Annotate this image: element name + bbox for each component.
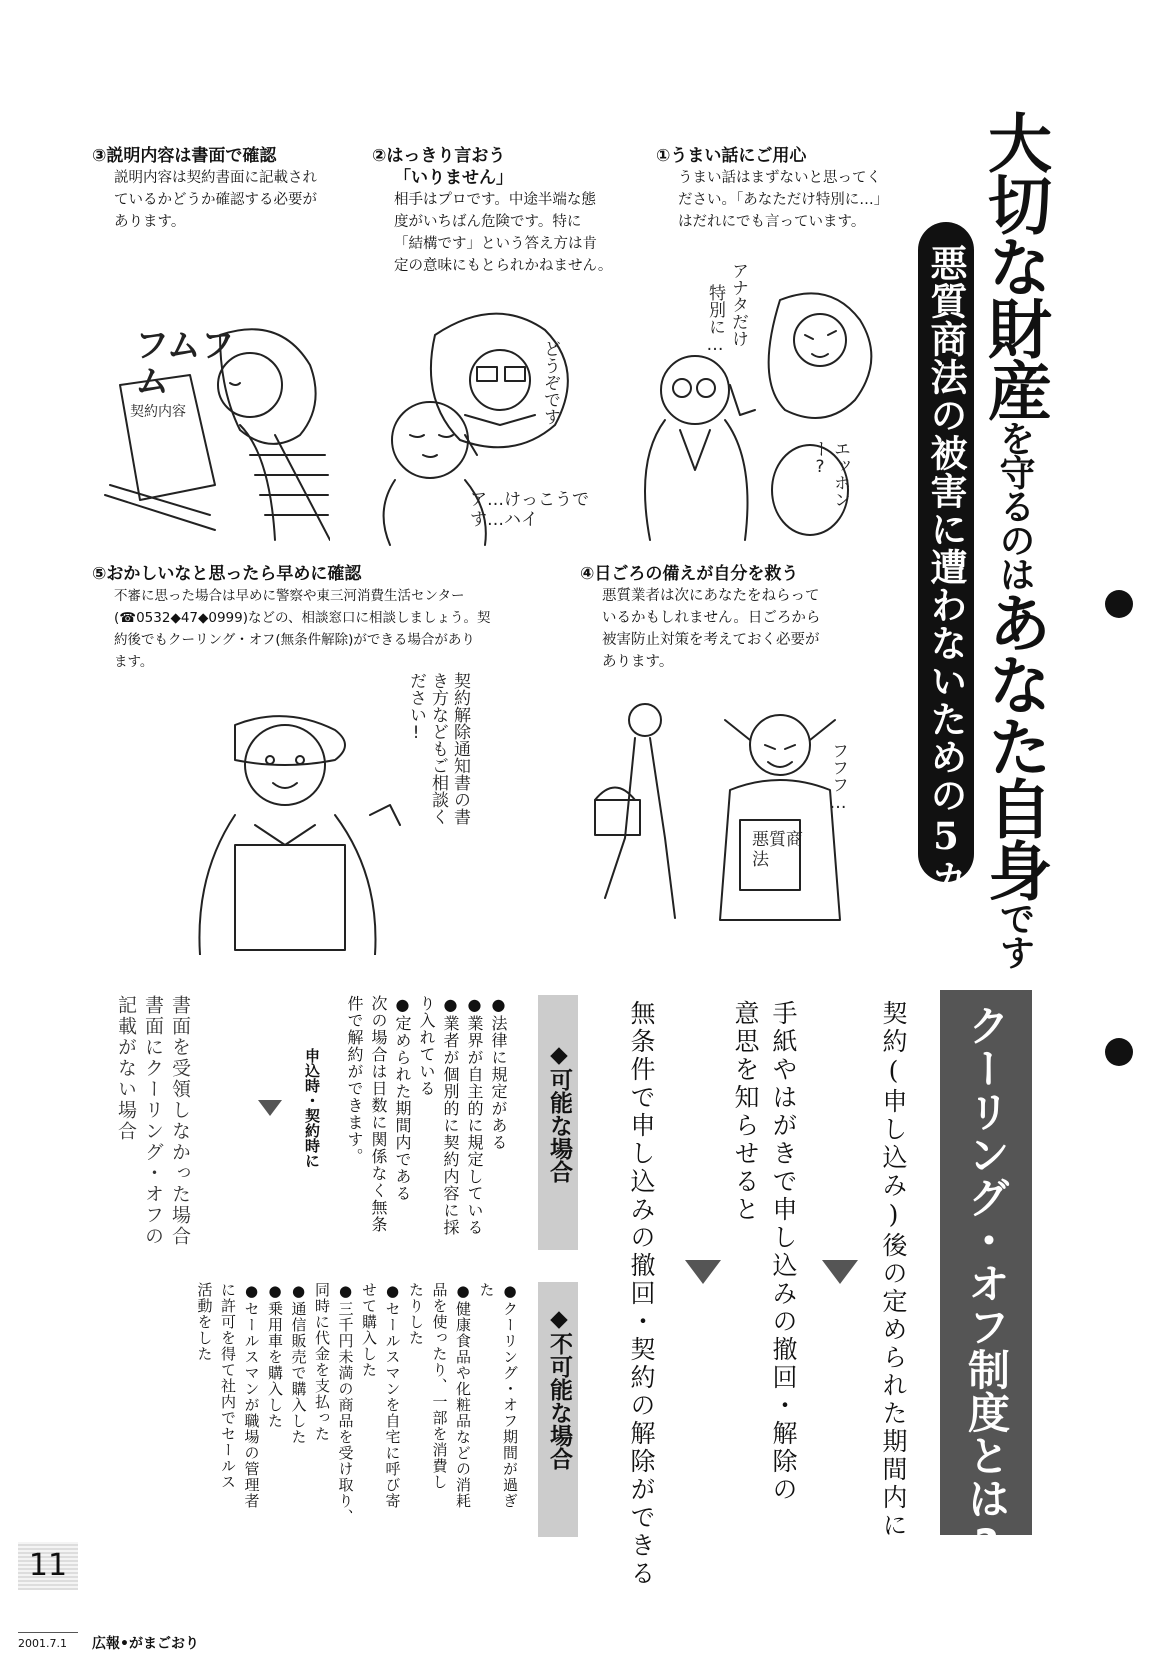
possible-item: 件で解約ができます。 <box>345 995 364 1165</box>
arrow-down-small <box>258 1100 282 1116</box>
tip-5-heading: ⑤おかしいなと思ったら早めに確認 <box>92 564 362 584</box>
tip-4-heading: ④日ごろの備えが自分を救う <box>580 564 799 584</box>
impossible-item: ●通信販売で購入した <box>289 1282 308 1445</box>
tip-2-line: 相手はプロです。中途半端な態 <box>394 192 596 208</box>
footer-divider <box>18 1632 78 1633</box>
tip-2-line: 度がいちばん危険です。特に <box>394 214 582 230</box>
impossible-item: ●三千円未満の商品を受け取り、 <box>336 1282 355 1525</box>
case-item: 書面にクーリング・オフの <box>142 995 164 1247</box>
tip-1-line: ださい。「あなただけ特別に…」 <box>678 192 889 208</box>
impossible-heading: ◆不可能な場合 <box>546 1306 572 1470</box>
tip-2-line: 「結構です」という答え方は肯 <box>394 236 597 252</box>
tip-3-line: あります。 <box>114 214 186 230</box>
illustration-phone-man <box>640 270 890 545</box>
decor-dot <box>1105 1038 1133 1066</box>
tip-3 <box>92 145 317 233</box>
impossible-item: ●健康食品や化粧品などの消耗 <box>454 1282 472 1509</box>
possible-item: ●定められた期間内である <box>393 995 412 1202</box>
tip-3-line: ているかどうか確認する必要が <box>114 192 317 208</box>
tip-5 <box>92 563 490 673</box>
bubble-etto: エッホント? <box>810 440 850 508</box>
tip-1-line: はだれにでも言っています。 <box>678 214 866 230</box>
co-line-4: 無条件で申し込みの撤回・契約の解除ができる <box>627 1000 656 1588</box>
timing-label: 申込時・契約時に <box>303 1048 321 1168</box>
impossible-item: ●乗用車を購入した <box>266 1282 284 1429</box>
impossible-list <box>192 1282 521 1562</box>
co-line-2: 手紙やはがきで申し込みの撤回・解除の <box>769 1000 798 1504</box>
tip-4-line: あります。 <box>602 654 674 670</box>
tip-2-heading-2: 「いりません」 <box>394 168 513 188</box>
tip-3-line: 説明内容は契約書面に記載され <box>114 170 317 186</box>
co-line-3: 意思を知らせると <box>731 1000 760 1224</box>
tip-4-line: 被害防止対策を考えておく必要が <box>602 632 820 648</box>
tip-5-body <box>92 585 490 673</box>
tip-3-heading: ③説明内容は書面で確認 <box>92 146 277 166</box>
page-number: 11 <box>18 1542 78 1590</box>
tip-1 <box>656 145 888 233</box>
case-item: 記載がない場合 <box>115 995 137 1142</box>
bubble-anata: アナタだけ <box>728 262 748 347</box>
sfx-fumufumu: フムフム <box>135 326 235 402</box>
bubble-douzo: どうぞです <box>540 340 560 425</box>
bubble-tokubetsu: 特別に… <box>705 284 725 355</box>
illustration-counselor <box>195 705 435 955</box>
subtitle: 悪質商法の被害に遭わないための5カ条 <box>924 244 968 935</box>
cooling-off-title: クーリング・オフ制度とは? <box>962 1004 1011 1570</box>
tip-2-line: 定の意味にもとられかねません。 <box>394 258 613 274</box>
co-line-1: 契約(申し込み)後の定められた期間内に <box>879 1000 908 1540</box>
tip-1-body <box>656 167 888 233</box>
tip-4-body <box>580 585 820 673</box>
possible-list <box>342 995 510 1255</box>
cases-list <box>112 995 193 1247</box>
footer-date: 2001.7.1 <box>18 1637 67 1650</box>
tip-5-line: ます。 <box>114 654 154 670</box>
possible-heading: ◆可能な場合 <box>546 1042 572 1183</box>
bubble-soudan: 契約解除通知書の書き方などもご相談ください! <box>406 672 470 825</box>
doc-keiyaku: 契約内容 <box>130 404 186 420</box>
tip-2 <box>372 145 612 277</box>
tip-1-line: うまい話はまずないと思ってく <box>678 170 881 186</box>
tip-1-heading: ①うまい話にご用心 <box>656 146 807 166</box>
doc-akushitsu: 悪質商法 <box>752 830 803 870</box>
possible-item: ●業界が自主的に規定している <box>465 995 484 1236</box>
possible-item: ●業者が個別的に契約内容に採 <box>441 995 460 1236</box>
impossible-item: た <box>477 1282 496 1298</box>
tip-5-line: 約後でもクーリング・オフ(無条件解除)ができる場合があり <box>114 632 475 648</box>
tip-4-line: 悪質業者は次にあなたをねらって <box>602 588 820 604</box>
possible-item: 次の場合は日数に関係なく無条 <box>369 995 388 1233</box>
impossible-item: せて購入した <box>360 1282 378 1378</box>
arrow-down <box>685 1260 721 1284</box>
impossible-item: ●セールスマンが職場の管理者 <box>242 1282 261 1509</box>
impossible-item: に許可を得て社内でセールス <box>219 1282 237 1490</box>
arrow-down <box>822 1260 858 1284</box>
sfx-fufufu: フフフ… <box>828 742 848 813</box>
page-title: 大切な財産を守るのはあなた自身です <box>977 110 1051 968</box>
possible-item: り入れている <box>417 995 436 1097</box>
bubble-kekkou: ア…けっこうです…ハイ <box>470 490 589 530</box>
tip-2-heading: ②はっきり言おう <box>372 146 506 166</box>
footer-publication: 広報•がまごおり <box>92 1636 199 1652</box>
impossible-item: ●クーリング・オフ期間が過ぎ <box>501 1282 519 1509</box>
tip-5-line: 不審に思った場合は早めに警察や東三河消費生活センター <box>114 588 465 604</box>
possible-item: ●法律に規定がある <box>489 995 508 1151</box>
tip-2-body <box>372 189 612 277</box>
tip-5-line: (☎0532◆47◆0999)などの、相談窓口に相談しましょう。契 <box>114 610 491 626</box>
impossible-item: 品を使ったり、一部を消費し <box>430 1282 449 1490</box>
decor-dot <box>1105 590 1133 618</box>
impossible-item: ●セールスマンを自宅に呼び寄 <box>383 1282 402 1509</box>
illustration-devil <box>590 700 870 930</box>
case-item: 書面を受領しなかった場合 <box>169 995 191 1247</box>
tip-4-line: いるかもしれません。日ごろから <box>602 610 821 626</box>
impossible-item: たりした <box>407 1282 425 1346</box>
impossible-item: 同時に代金を支払った <box>313 1282 331 1442</box>
impossible-item: 活動をした <box>195 1282 214 1362</box>
tip-3-body <box>92 167 317 233</box>
tip-4 <box>580 563 820 673</box>
